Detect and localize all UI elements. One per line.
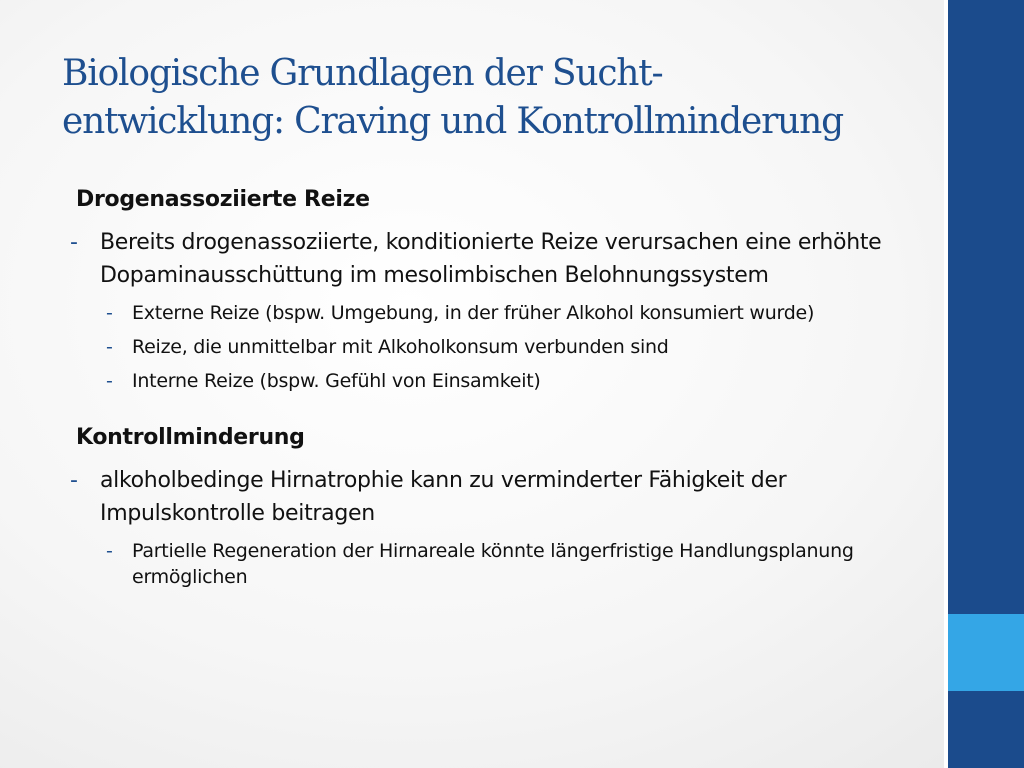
sub-bullet-item: [76, 368, 936, 394]
slide-title: [62, 50, 922, 146]
sub-bullet-item: [76, 538, 936, 590]
title-line-1: Biologische Grundlagen der Sucht-: [62, 53, 663, 94]
bullet-dash: -: [106, 302, 113, 324]
bullet-dash: -: [70, 468, 78, 493]
bullet-text: alkoholbedinge Hirnatrophie kann zu verminderter Fähigkeit der Impulskontrolle beitragen: [100, 468, 787, 526]
sidebar-accent-light: [948, 614, 1024, 691]
bullet-dash: -: [106, 370, 113, 392]
slide-body: [70, 184, 936, 590]
bullet-dash: -: [106, 540, 113, 562]
sub-bullet-text: Reize, die unmittelbar mit Alkoholkonsum verbunden sind: [132, 336, 669, 358]
section-heading: Drogenassoziierte Reize: [76, 187, 370, 212]
section-spacer: [76, 394, 936, 422]
sub-bullet-item: [76, 300, 936, 326]
title-line-2: entwicklung: Craving und Kontrollminderung: [62, 101, 843, 142]
sub-bullet-text: Interne Reize (bspw. Gefühl von Einsamkeit): [132, 370, 541, 392]
section-heading: Kontrollminderung: [76, 425, 305, 450]
bullet-dash: -: [70, 230, 78, 255]
bullet-item: [70, 464, 936, 530]
sub-bullet-text: Partielle Regeneration der Hirnareale könnte längerfristige Handlungsplanung ermöglichen: [132, 540, 854, 588]
sub-bullet-item: [76, 334, 936, 360]
bullet-text: Bereits drogenassoziierte, konditionierte Reize verursachen eine erhöhte Dopaminausschüttung im mesolimbischen Belohnungssystem: [100, 230, 882, 288]
bullet-dash: -: [106, 336, 113, 358]
bullet-item: [70, 226, 936, 292]
sub-bullet-text: Externe Reize (bspw. Umgebung, in der früher Alkohol konsumiert wurde): [132, 302, 815, 324]
